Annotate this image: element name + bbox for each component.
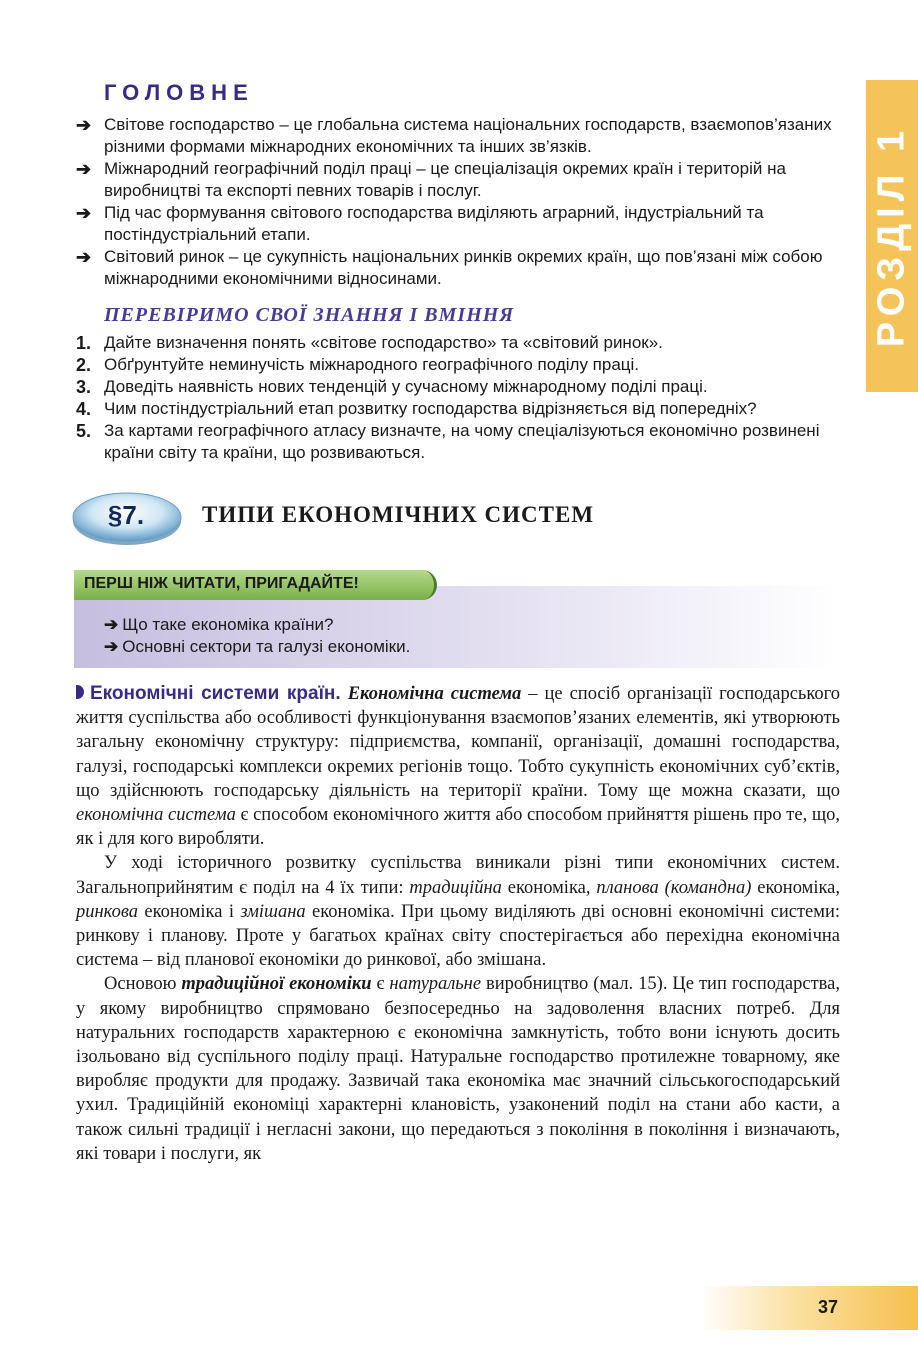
section-badge bbox=[70, 486, 188, 548]
summary-item: ➔ Міжнародний географічний поділ праці – це спеціалізація окремих країн і територій на виробництві та експорті певних товарів і послуг. bbox=[76, 159, 786, 200]
paragraph: Економічні системи країн. Економічна система – це спосіб організації господарського життя суспільства або особливості функціонування взаємопов’язаних елементів, які утворюють загальну економічну структуру: підприємства, компанії, організації, домашні господарства, галузі, господарські комплекси окремих регіонів тощо. Тобто сукупність економічних суб’єктів, що здійснюють господарську діяльність на території країни. Тому ще можна сказати, що економічна система є способом економічного життя або способом прийняття рішень про те, що, як і для кого виробляти. bbox=[76, 683, 841, 850]
question-item: 2. Обґрунтуйте неминучість міжнародного географічного поділу праці. bbox=[76, 355, 640, 375]
questions-list bbox=[76, 332, 840, 464]
arrow-right-icon: ➔ bbox=[104, 615, 119, 634]
question-item: 5. За картами географічного атласу визначте, на чому спеціалізуються економічно розвинені країни світу та країни, що розвиваються. bbox=[76, 421, 820, 462]
section-number: §7. bbox=[107, 500, 145, 530]
page-number: 37 bbox=[818, 1297, 839, 1317]
section-title: ТИПИ ЕКОНОМІЧНИХ СИСТЕМ bbox=[202, 502, 595, 527]
subhead: Економічні системи країн. bbox=[90, 683, 341, 704]
question-item: 3. Доведіть наявність нових тенденцій у сучасному міжнародному поділі праці. bbox=[76, 377, 708, 397]
recall-item: ➔ Що таке економіка країни? bbox=[104, 615, 334, 634]
arrow-right-icon: ➔ bbox=[76, 159, 92, 179]
recall-item: ➔ Основні сектори та галузі економіки. bbox=[104, 637, 411, 656]
summary-item: ➔ Під час формування світового господарства виділяють аграрний, індустріальний та постіндустріальний етапи. bbox=[76, 203, 764, 244]
summary-list bbox=[76, 114, 840, 290]
paragraph: Основою традиційної економіки є натуральне виробництво (мал. 15). Це тип господарства, у якому виробництво спрямовано безпосередньо на задоволення власних потреб. Для натуральних господарств характерною є економічна замкнутість, тобто вони існують досить ізольовано від суспільного поділу праці. Натуральне господарство протилежне товарному, яке виробляє продукти для продажу. Зазвичай така економіка має значний сільськогосподарський ухил. Традиційній економіці характерні клановість, узаконений поділ на стани або касти, а також сильні традиції і негласні закони, що передаються з покоління в покоління і визначають, які товари і послуги, як bbox=[76, 974, 840, 1164]
term: економічна система bbox=[76, 805, 236, 826]
recall-header bbox=[74, 570, 437, 600]
summary-title: ГОЛОВНЕ bbox=[104, 80, 254, 105]
arrow-right-icon: ➔ bbox=[76, 247, 92, 267]
summary-item: ➔ Світовий ринок – це сукупність національних ринків окремих країн, що пов’язані між собою міжнародними економічними відносинами. bbox=[76, 247, 823, 288]
question-item: 1. Дайте визначення понять «світове господарство» та «світовий ринок». bbox=[76, 333, 663, 353]
paragraph: У ході історичного розвитку суспільства виникали різні типи економічних систем. Загальноприйнятим є поділ на 4 їх типи: традиційна економіка, планова (командна) економіка, ринкова економіка і змішана економіка. При цьому виділяють дві основні економічні системи: ринкову і планову. Проте у багатьох країнах світу спостерігається або перехідна економічна система – від планової економіки до ринкової, або змішана. bbox=[76, 853, 840, 971]
chapter-side-tab bbox=[866, 80, 918, 392]
recall-header-label: ПЕРШ НІЖ ЧИТАТИ, ПРИГАДАЙТЕ! bbox=[84, 575, 359, 592]
subhead-marker-icon bbox=[76, 685, 84, 699]
question-item: 4. Чим постіндустріальний етап розвитку господарства відрізняється від попередніх? bbox=[76, 399, 757, 419]
arrow-right-icon: ➔ bbox=[104, 637, 119, 656]
arrow-right-icon: ➔ bbox=[76, 203, 92, 223]
body-text bbox=[76, 682, 840, 1166]
recall-list bbox=[104, 614, 410, 658]
chapter-tab-label: РОЗДІЛ 1 bbox=[870, 124, 913, 348]
page-number-band bbox=[700, 1286, 918, 1330]
term: традиційної економіки bbox=[181, 974, 372, 995]
term: Економічна система bbox=[347, 684, 522, 704]
check-knowledge-title: ПЕРЕВІРИМО СВОЇ ЗНАННЯ І ВМІННЯ bbox=[104, 304, 515, 326]
summary-item: ➔ Світове господарство – це глобальна система національних господарств, взаємопов’язаних різними формами міжнародних економічних та інших зв’язків. bbox=[76, 115, 832, 156]
arrow-right-icon: ➔ bbox=[76, 115, 92, 135]
